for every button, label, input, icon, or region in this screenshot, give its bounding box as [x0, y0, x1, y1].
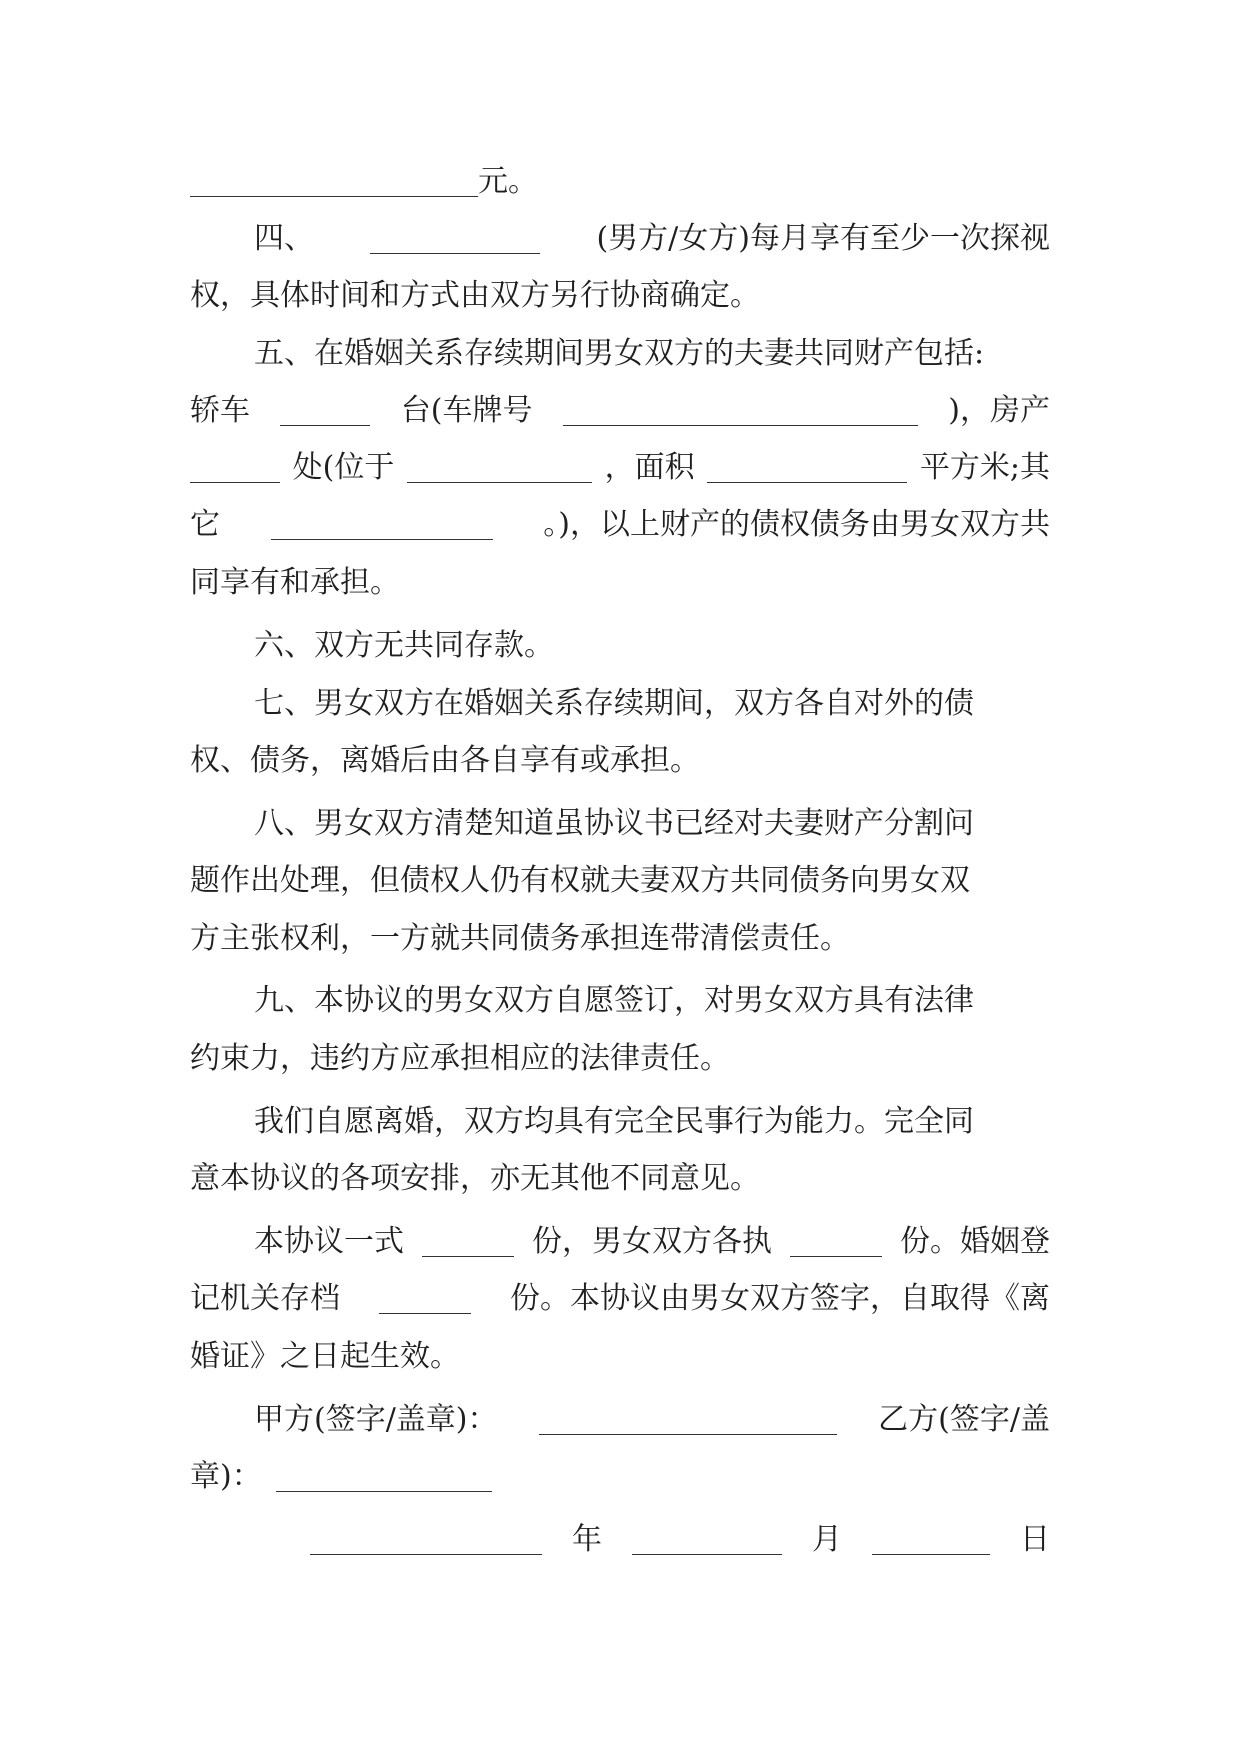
blank-underline [422, 1255, 514, 1257]
clause-7-line-1 [254, 675, 1050, 733]
copies-line-2 [190, 1270, 1050, 1328]
day-blank [872, 1553, 990, 1555]
year-blank [310, 1553, 542, 1555]
text-segment: (男方/女方)每月享有至少一次探视 [596, 221, 1050, 256]
text-segment: 题作出处理，但债权人仍有权就夫妻双方共同债务向男女双 [190, 863, 970, 898]
party-b-signature-blank [276, 1490, 492, 1492]
text-segment: 。)，以上财产的债权债务由男女双方共 [543, 507, 1050, 542]
clause-4-line-1 [254, 210, 1050, 268]
text-segment: 本协议一式 [254, 1224, 404, 1259]
text-segment: 权，具体时间和方式由双方另行协商确定。 [190, 278, 760, 313]
text-segment: 约束力，违约方应承担相应的法律责任。 [190, 1041, 730, 1076]
signature-line-2 [190, 1448, 1050, 1506]
declaration-line-2 [190, 1150, 1050, 1208]
blank-underline [271, 538, 493, 540]
text-segment: 婚证》之日起生效。 [190, 1339, 460, 1374]
text-segment: 记机关存档 [190, 1281, 340, 1316]
declaration-line-1 [254, 1093, 1050, 1151]
text-segment: 处(位于 [292, 450, 395, 485]
text-segment: 份。婚姻登 [900, 1224, 1050, 1259]
blank-underline [190, 195, 478, 197]
blank-underline [563, 424, 918, 426]
blank-underline [790, 1255, 882, 1257]
blank-underline [379, 1312, 471, 1314]
blank-underline [280, 424, 370, 426]
copies-line-3 [190, 1328, 1050, 1386]
text-segment: ，面积 [604, 450, 695, 485]
clause-9-line-1 [254, 972, 1050, 1030]
text-segment: 我们自愿离婚，双方均具有完全民事行为能力。完全同 [254, 1104, 974, 1139]
blank-underline [190, 481, 280, 483]
text-segment: 份，男女双方各执 [532, 1224, 772, 1259]
month-label: 月 [812, 1522, 842, 1557]
clause-5-line-1 [254, 325, 1050, 383]
day-label: 日 [1020, 1522, 1050, 1557]
text-segment: )，房产 [948, 393, 1050, 428]
blank-underline [707, 481, 907, 483]
text-segment: 方主张权利，一方就共同债务承担连带清偿责任。 [190, 921, 850, 956]
clause-4-line-2 [190, 267, 1050, 325]
text-segment: 份。本协议由男女双方签字，自取得《离 [510, 1281, 1050, 1316]
text-segment: 它 [190, 507, 220, 542]
text-segment: 九、本协议的男女双方自愿签订，对男女双方具有法律 [254, 983, 974, 1018]
text-segment: 权、债务，离婚后由各自享有或承担。 [190, 743, 700, 778]
text-segment: 台(车牌号 [400, 393, 533, 428]
text-segment: 六、双方无共同存款。 [254, 628, 554, 663]
clause-6 [254, 617, 1050, 675]
party-a-signature-blank [539, 1433, 837, 1435]
text-segment: 七、男女双方在婚姻关系存续期间，双方各自对外的债 [254, 686, 974, 721]
clause-8-line-1 [254, 795, 1050, 853]
text-segment: 意本协议的各项安排，亦无其他不同意见。 [190, 1161, 760, 1196]
text-segment: 五、在婚姻关系存续期间男女双方的夫妻共同财产包括: [254, 336, 985, 371]
text-segment: 元。 [478, 164, 538, 199]
clause-8-line-3 [190, 910, 1050, 968]
line-1 [190, 153, 1050, 211]
clause-5-line-4 [190, 496, 1050, 554]
text-segment: 四、 [254, 221, 314, 256]
text-segment: 八、男女双方清楚知道虽协议书已经对夫妻财产分割问 [254, 806, 974, 841]
clause-5-line-3 [190, 439, 1050, 497]
party-a-signature-label: 甲方(签字/盖章)： [254, 1402, 498, 1437]
clause-9-line-2 [190, 1030, 1050, 1088]
party-b-signature-label: 乙方(签字/盖 [878, 1402, 1050, 1437]
signature-line-1 [254, 1391, 1050, 1449]
blank-underline [370, 252, 540, 254]
text-segment: 同享有和承担。 [190, 565, 400, 600]
date-line [310, 1511, 1050, 1569]
clause-5-line-2 [190, 382, 1050, 440]
month-blank [632, 1553, 782, 1555]
clause-8-line-2 [190, 852, 1050, 910]
year-label: 年 [572, 1522, 602, 1557]
blank-underline [407, 481, 592, 483]
clause-5-line-5 [190, 554, 1050, 612]
clause-7-line-2 [190, 732, 1050, 790]
text-segment: 章)： [190, 1459, 262, 1494]
text-segment: 轿车 [190, 393, 250, 428]
copies-line-1 [254, 1213, 1050, 1271]
text-segment: 平方米;其 [919, 450, 1050, 485]
